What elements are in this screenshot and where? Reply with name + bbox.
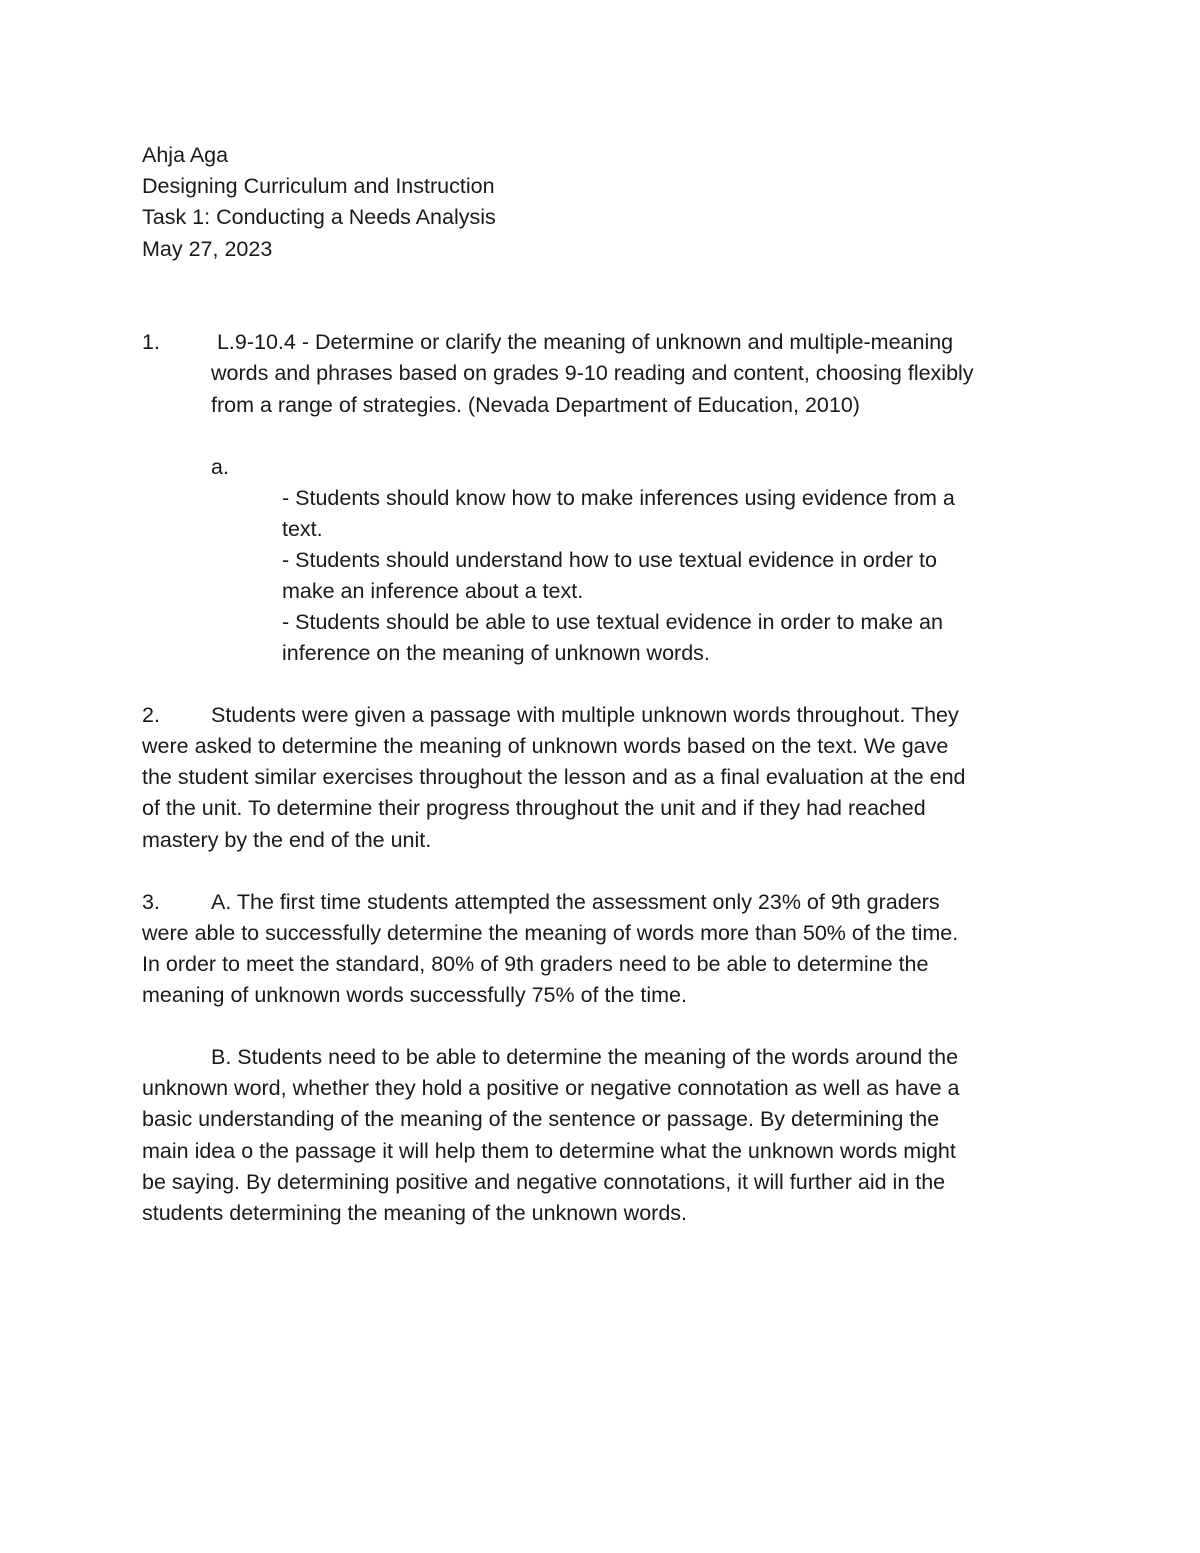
item-1-line: L.9-10.4 - Determine or clarify the meaning of unknown and multiple-meaning [211, 330, 954, 354]
course-title: Designing Curriculum and Instruction [142, 174, 495, 198]
item-3-part-b-line: main idea o the passage it will help them to determine what the unknown words might [142, 1139, 956, 1163]
bullet-line: make an inference about a text. [282, 579, 584, 603]
item-3-part-b-line: be saying. By determining positive and negative connotations, it will further aid in the [142, 1170, 946, 1194]
task-title: Task 1: Conducting a Needs Analysis [142, 205, 496, 229]
bullet-line: - Students should be able to use textual evidence in order to make an [282, 610, 943, 634]
bullet-line: text. [282, 517, 323, 541]
item-2-line: the student similar exercises throughout the lesson and as a final evaluation at the end [142, 765, 966, 789]
item-3-part-b-line: unknown word, whether they hold a positive or negative connotation as well as have a [142, 1076, 960, 1100]
item-2-number: 2. [142, 703, 160, 727]
bullet-line: - Students should know how to make inferences using evidence from a [282, 486, 955, 510]
item-1-number: 1. [142, 330, 160, 354]
bullet-line: - Students should understand how to use textual evidence in order to [282, 548, 937, 572]
author-name: Ahja Aga [142, 143, 229, 167]
item-1-line: words and phrases based on grades 9-10 reading and content, choosing flexibly [211, 361, 974, 385]
item-3-part-a-line: In order to meet the standard, 80% of 9th graders need to be able to determine the [142, 952, 929, 976]
item-3-part-a-line: were able to successfully determine the meaning of words more than 50% of the time. [142, 921, 959, 945]
item-2-line: of the unit. To determine their progress throughout the unit and if they had reached [142, 796, 926, 820]
item-3-part-a-line: meaning of unknown words successfully 75% of the time. [142, 983, 687, 1007]
item-3-number: 3. [142, 890, 160, 914]
item-3-part-b-line: students determining the meaning of the unknown words. [142, 1201, 687, 1225]
item-2-line: mastery by the end of the unit. [142, 828, 432, 852]
bullet-line: inference on the meaning of unknown words. [282, 641, 710, 665]
item-2-line: were asked to determine the meaning of unknown words based on the text. We gave [142, 734, 949, 758]
item-1-line: from a range of strategies. (Nevada Department of Education, 2010) [211, 393, 860, 417]
item-3-part-b-line: B. Students need to be able to determine the meaning of the words around the [211, 1045, 959, 1069]
item-2-line: Students were given a passage with multiple unknown words throughout. They [211, 703, 959, 727]
item-3-part-a-line: A. The first time students attempted the assessment only 23% of 9th graders [211, 890, 940, 914]
item-1-sub-label: a. [211, 455, 229, 479]
document-date: May 27, 2023 [142, 237, 273, 261]
item-3-part-b-line: basic understanding of the meaning of the sentence or passage. By determining the [142, 1107, 940, 1131]
